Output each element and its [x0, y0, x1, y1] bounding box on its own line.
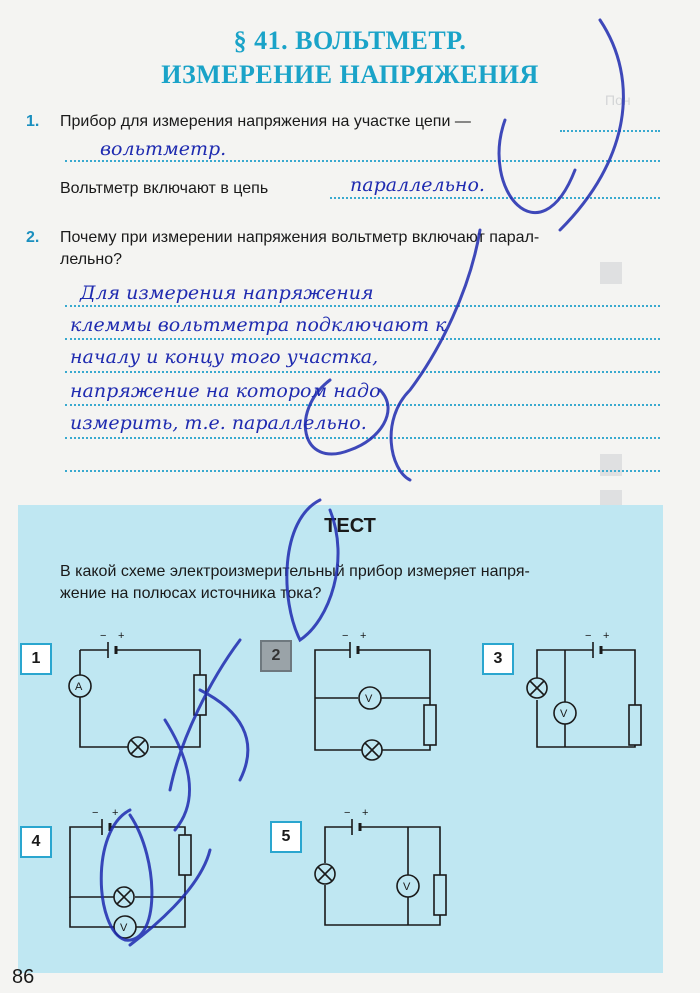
- page-number: 86: [12, 966, 35, 988]
- answer-line: [560, 130, 660, 132]
- wire: [70, 865, 114, 897]
- resistor: [434, 875, 446, 915]
- option-5-box[interactable]: 5: [270, 821, 302, 853]
- circuit-1-diagram: [60, 625, 220, 755]
- question-1-number: 1.: [26, 113, 40, 130]
- section-title: § 41. ВОЛЬТМЕТР.: [233, 26, 467, 55]
- question-2-text: Почему при измерении напряжения вольтметр включают парал-: [60, 229, 540, 246]
- wire: [136, 897, 185, 927]
- circuit-4-diagram: [60, 805, 200, 940]
- answer-2-line-3: началу и концу того участка,: [70, 346, 379, 368]
- svg-text:−: −: [92, 807, 99, 819]
- answer-2-line-2: клеммы вольтметра подключают к: [70, 314, 447, 336]
- svg-text:−: −: [342, 630, 349, 642]
- answer-1b-handwriting: параллельно.: [350, 174, 485, 196]
- wire: [315, 665, 362, 750]
- test-title: ТЕСТ: [324, 515, 376, 537]
- svg-text:A: A: [75, 681, 83, 693]
- wire: [537, 700, 635, 747]
- wire: [601, 650, 635, 705]
- wire: [135, 875, 185, 897]
- circuit-3-diagram: [525, 625, 655, 755]
- option-1-box[interactable]: 1: [20, 643, 52, 675]
- answer-2-line-5: измерить, т.е. параллельно.: [70, 412, 367, 434]
- wire: [325, 885, 440, 925]
- option-2-box[interactable]: 2: [260, 640, 292, 672]
- wire: [70, 827, 102, 865]
- resistor: [424, 705, 436, 745]
- wire: [70, 897, 114, 927]
- svg-text:+: +: [118, 630, 125, 642]
- resistor: [194, 675, 206, 715]
- answer-line: [65, 160, 660, 162]
- svg-text:+: +: [362, 807, 369, 819]
- answer-line: [65, 338, 660, 340]
- svg-text:V: V: [120, 922, 128, 934]
- answer-line: [65, 404, 660, 406]
- svg-text:V: V: [560, 708, 568, 720]
- wire: [150, 715, 200, 747]
- svg-text:+: +: [112, 807, 119, 819]
- svg-text:V: V: [365, 693, 373, 705]
- answer-line: [65, 305, 660, 307]
- wire: [382, 745, 430, 750]
- circuit-5-diagram: [310, 805, 450, 935]
- answer-2-line-1: Для измерения напряжения: [80, 282, 374, 304]
- wire: [110, 827, 185, 835]
- question-2-number: 2.: [26, 229, 40, 246]
- wire: [325, 827, 352, 863]
- question-1-text-a: Прибор для измерения напряжения на участке цепи —: [60, 113, 471, 130]
- svg-text:−: −: [585, 630, 592, 642]
- question-1-text-b: Вольтметр включают в цепь: [60, 180, 269, 197]
- answer-line: [65, 371, 660, 373]
- ghost-box: [600, 454, 622, 476]
- ghost-box: [600, 262, 622, 284]
- circuit-2-diagram: [310, 625, 450, 760]
- answer-2-line-4: напряжение на котором надо: [70, 380, 381, 402]
- answer-line: [65, 470, 660, 472]
- pen-stroke: [391, 230, 480, 480]
- test-question-line-1: В какой схеме электроизмерительный прибор измеряет напря-: [60, 563, 530, 580]
- resistor: [179, 835, 191, 875]
- svg-text:−: −: [344, 807, 351, 819]
- ghost-text: Пон: [605, 92, 631, 108]
- wire: [360, 827, 440, 875]
- answer-1a-handwriting: вольтметр.: [100, 138, 227, 160]
- option-4-box[interactable]: 4: [20, 826, 52, 858]
- wire: [80, 697, 128, 747]
- question-2-text-cont: лельно?: [60, 251, 123, 268]
- resistor: [629, 705, 641, 745]
- section-subtitle: ИЗМЕРЕНИЕ НАПРЯЖЕНИЯ: [161, 60, 539, 89]
- test-question-line-2: жение на полюсах источника тока?: [60, 585, 322, 602]
- svg-text:V: V: [403, 881, 411, 893]
- svg-text:+: +: [360, 630, 367, 642]
- svg-text:+: +: [603, 630, 610, 642]
- answer-line: [330, 197, 660, 199]
- answer-line: [65, 437, 660, 439]
- option-3-box[interactable]: 3: [482, 643, 514, 675]
- svg-text:−: −: [100, 630, 107, 642]
- wire: [315, 650, 350, 665]
- wire: [116, 650, 200, 675]
